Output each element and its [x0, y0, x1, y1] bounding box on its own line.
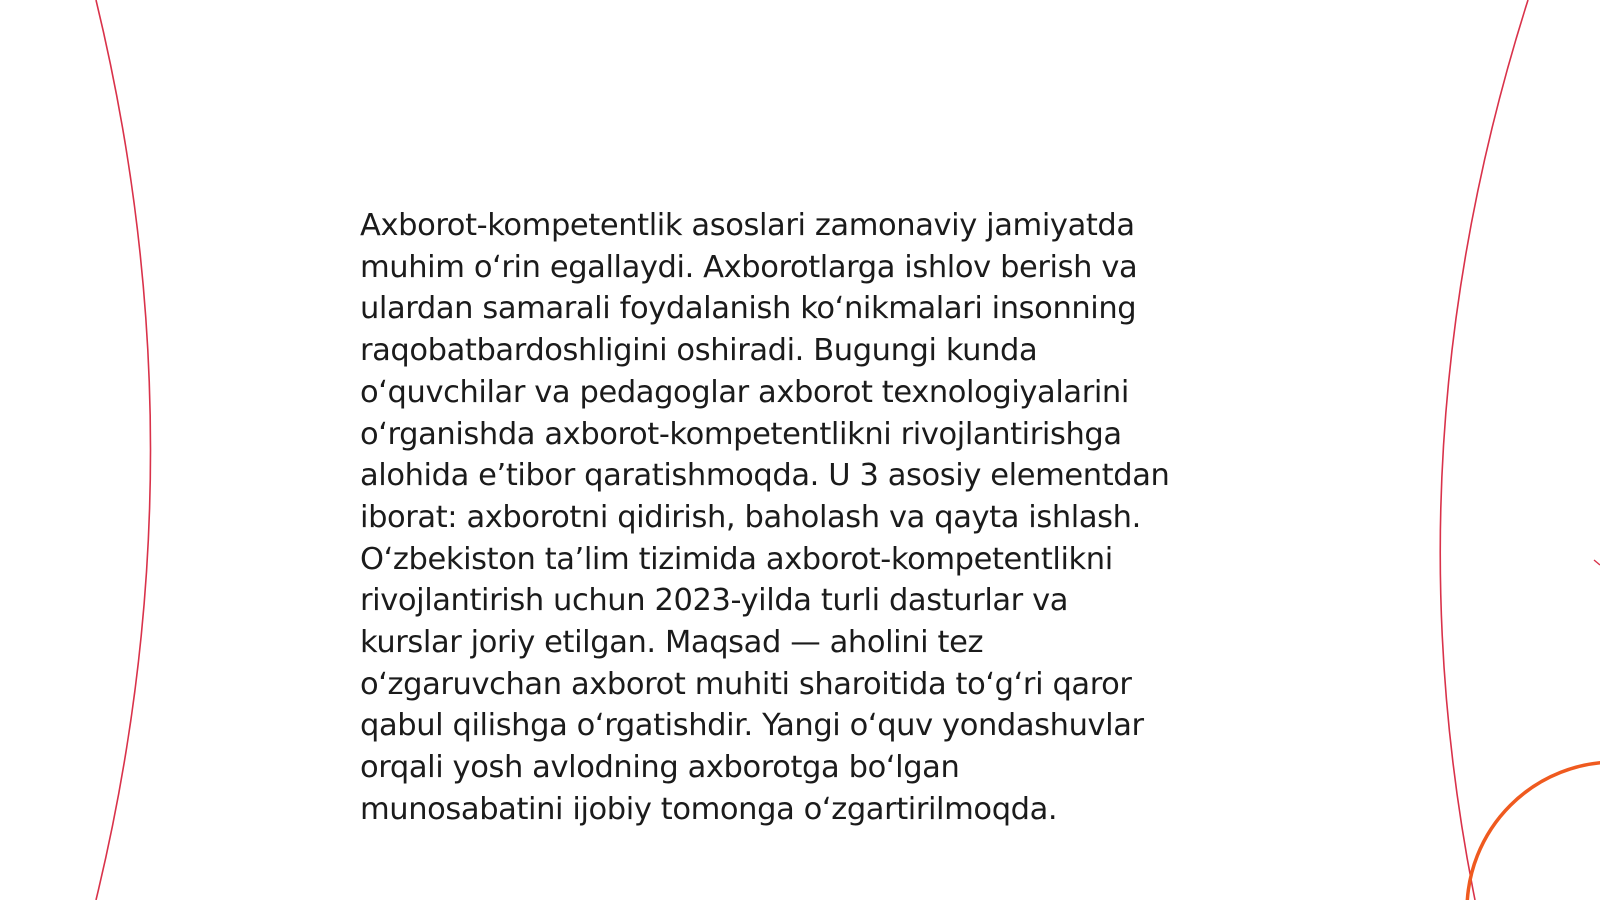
left-decorative-curve	[96, 0, 151, 900]
orange-decorative-circle	[1467, 762, 1600, 900]
body-line: iborat: axborotni qidirish, baholash va qayta ishlash.	[360, 499, 1141, 535]
body-line: raqobatbardoshligini oshiradi. Bugungi kunda	[360, 333, 1038, 369]
body-line: kurslar joriy etilgan. Maqsad — aholini tez	[360, 625, 984, 661]
body-paragraph	[360, 205, 1260, 831]
right-edge-tick	[1594, 560, 1600, 565]
body-line: oʻzgaruvchan axborot muhiti sharoitida toʻgʻri qaror	[360, 666, 1132, 702]
body-line: Oʻzbekiston taʼlim tizimida axborot-kompetentlikni	[360, 541, 1113, 577]
body-line: oʻquvchilar va pedagoglar axborot texnologiyalarini	[360, 374, 1129, 410]
body-line: alohida eʼtibor qaratishmoqda. U 3 asosiy elementdan	[360, 458, 1170, 494]
body-line: oʻrganishda axborot-kompetentlikni rivojlantirishga	[360, 416, 1122, 452]
body-line: muhim oʻrin egallaydi. Axborotlarga ishlov berish va	[360, 249, 1138, 285]
body-line: rivojlantirish uchun 2023-yilda turli dasturlar va	[360, 583, 1069, 619]
body-line: Axborot-kompetentlik asoslari zamonaviy jamiyatda	[360, 208, 1135, 243]
body-line: qabul qilishga oʻrgatishdir. Yangi oʻquv yondashuvlar	[360, 708, 1144, 744]
body-line: ulardan samarali foydalanish koʻnikmalari insonning	[360, 291, 1137, 327]
body-line: munosabatini ijobiy tomonga oʻzgartirilmoqda.	[360, 791, 1058, 827]
right-decorative-curve	[1440, 0, 1528, 900]
body-line: orqali yosh avlodning axborotga boʻlgan	[360, 750, 960, 786]
